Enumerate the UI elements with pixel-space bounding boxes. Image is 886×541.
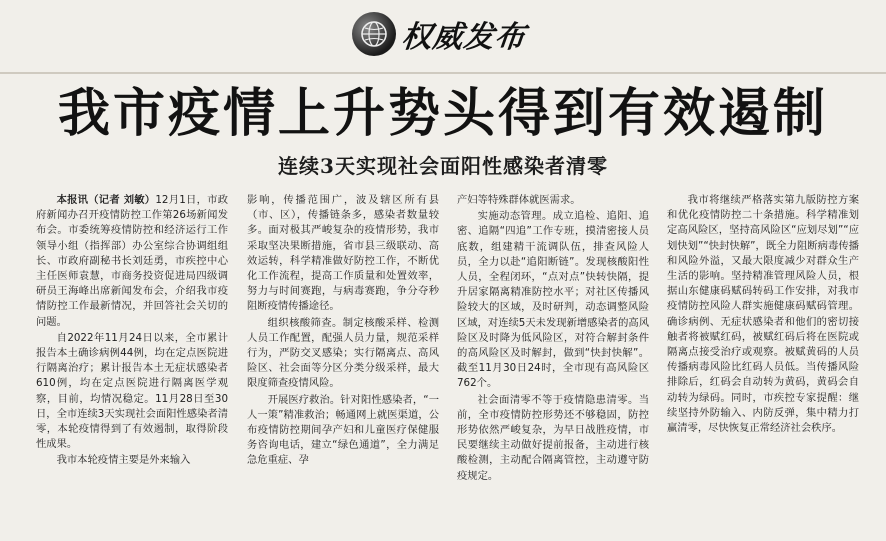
article-paragraph: 自2022年11月24日以来，全市累计报告本土确诊病例44例，均在定点医院进行隔离治疗；累计报告本土无症状感染者610例，均在定点医院进行隔离医学观察，目前，均情况稳定。11月28日至30日，全市连续3天实现社会面阳性感染者清零，本轮疫情得到了有效遏制，取得阶段性成果。 <box>36 331 228 451</box>
masthead-label: 权威发布 <box>399 20 528 55</box>
masthead <box>0 0 886 78</box>
article-paragraph: 开展医疗救治。针对阳性感染者，“一人一策”精准救治；畅通网上就医渠道，公布疫情防控期间孕产妇和儿童医疗保健服务咨询电话，建立“绿色通道”，全力满足急危重症、孕 <box>247 393 439 467</box>
article-paragraph: 产妇等特殊群体就医需求。 <box>457 194 581 206</box>
article-column-4 <box>667 193 859 538</box>
masthead-logo <box>352 12 526 56</box>
byline: 本报讯（记者 刘敏） <box>56 194 156 206</box>
article-paragraph: 社会面清零不等于疫情隐患清零。当前，全市疫情防控形势还不够稳固，防控形势依然严峻复杂，为早日战胜疫情，市民要继续主动做好提前报备，主动进行核酸检测，主动配合隔离管控，主动遵守防疫规定。 <box>457 393 649 482</box>
article-paragraph: 我市本轮疫情主要是外来输入 <box>56 454 191 467</box>
article-column-2 <box>247 193 439 538</box>
globe-icon <box>352 12 396 56</box>
article-paragraph: 本报讯（记者 刘敏）12月1日，市政府新闻办召开疫情防控工作第26场新闻发布会。市委统筹疫情防控和经济运行工作领导小组（指挥部）办公室综合协调组组长、市政府副秘书长刘廷勇，市疾控中心主任医师袁慧，市商务投资促进局四级调研员王海峰出席新闻发布会，介绍我市疫情防控工作最新情况，并回答社会关切的问题。 <box>36 194 228 328</box>
article-paragraph: 组织核酸筛查。制定核酸采样、检测人员工作配置，配强人员力量，规范采样行为，严防交叉感染；实行隔离点、高风险区、社会面等分区分类分级采样，最大限度筛查疫情风险。 <box>247 316 439 390</box>
article-paragraph: 实施动态管理。成立追检、追阳、追密、追隔“四追”工作专班，摸清密接人员底数，组建精干流调队伍，排查风险人员，全力以赴“追阳断链”。发现核酸阳性人员，全程闭环，“点对点”快转快隔，提升居家隔离精准防控水平；对社区传播风险较大的区域，及时研判，动态调整风险区域，对连续5天未发现新增感染者的高风险区及时降为低风险区，对符合解封条件的高风险区及时解封，做到“快封快解”。截至11月30日24时，全市现有高风险区762个。 <box>457 210 649 390</box>
article-column-3 <box>457 193 649 538</box>
subheadline: 连续3天实现社会面阳性感染者清零 <box>278 154 608 178</box>
masthead-divider <box>0 72 886 74</box>
article-paragraph: 影响，传播范围广，波及辖区所有县（市、区），传播链条多，感染者数量较多。面对极其严峻复杂的疫情形势，我市采取坚决果断措施，省市县三级联动、高效运转，科学精准做好防控工作，不断优化工作流程，提高工作质量和处置效率，努力与时间赛跑，与病毒赛跑，争分夺秒阻断疫情传播途径。 <box>247 194 439 313</box>
article-paragraph: 我市将继续严格落实第九版防控方案和优化疫情防控二十条措施。科学精准划定高风险区，坚持高风险区“应划尽划”“应划快划”“快封快解”，既全力阻断病毒传播和风险外溢，又最大限度减少对群众生产生活的影响。坚持精准管理风险人员，根据山东健康码赋码转码工作安排，对我市疫情防控风险人群实施健康码赋码管理。确诊病例、无症状感染者和他们的密切接触者将被赋红码，被赋红码后将在医院或隔离点接受治疗或观察。被赋黄码的人员传播病毒风险比红码人员低。当传播风险排除后，红码会自动转为黄码，黄码会自动转为绿码。同时，市疾控专家提醒：继续坚持外防输入、内防反弹，集中精力打赢清零，尽快恢复正常经济社会秩序。 <box>667 194 859 435</box>
article-column-1 <box>36 193 228 538</box>
headline: 我市疫情上升势头得到有效遏制 <box>57 83 828 144</box>
